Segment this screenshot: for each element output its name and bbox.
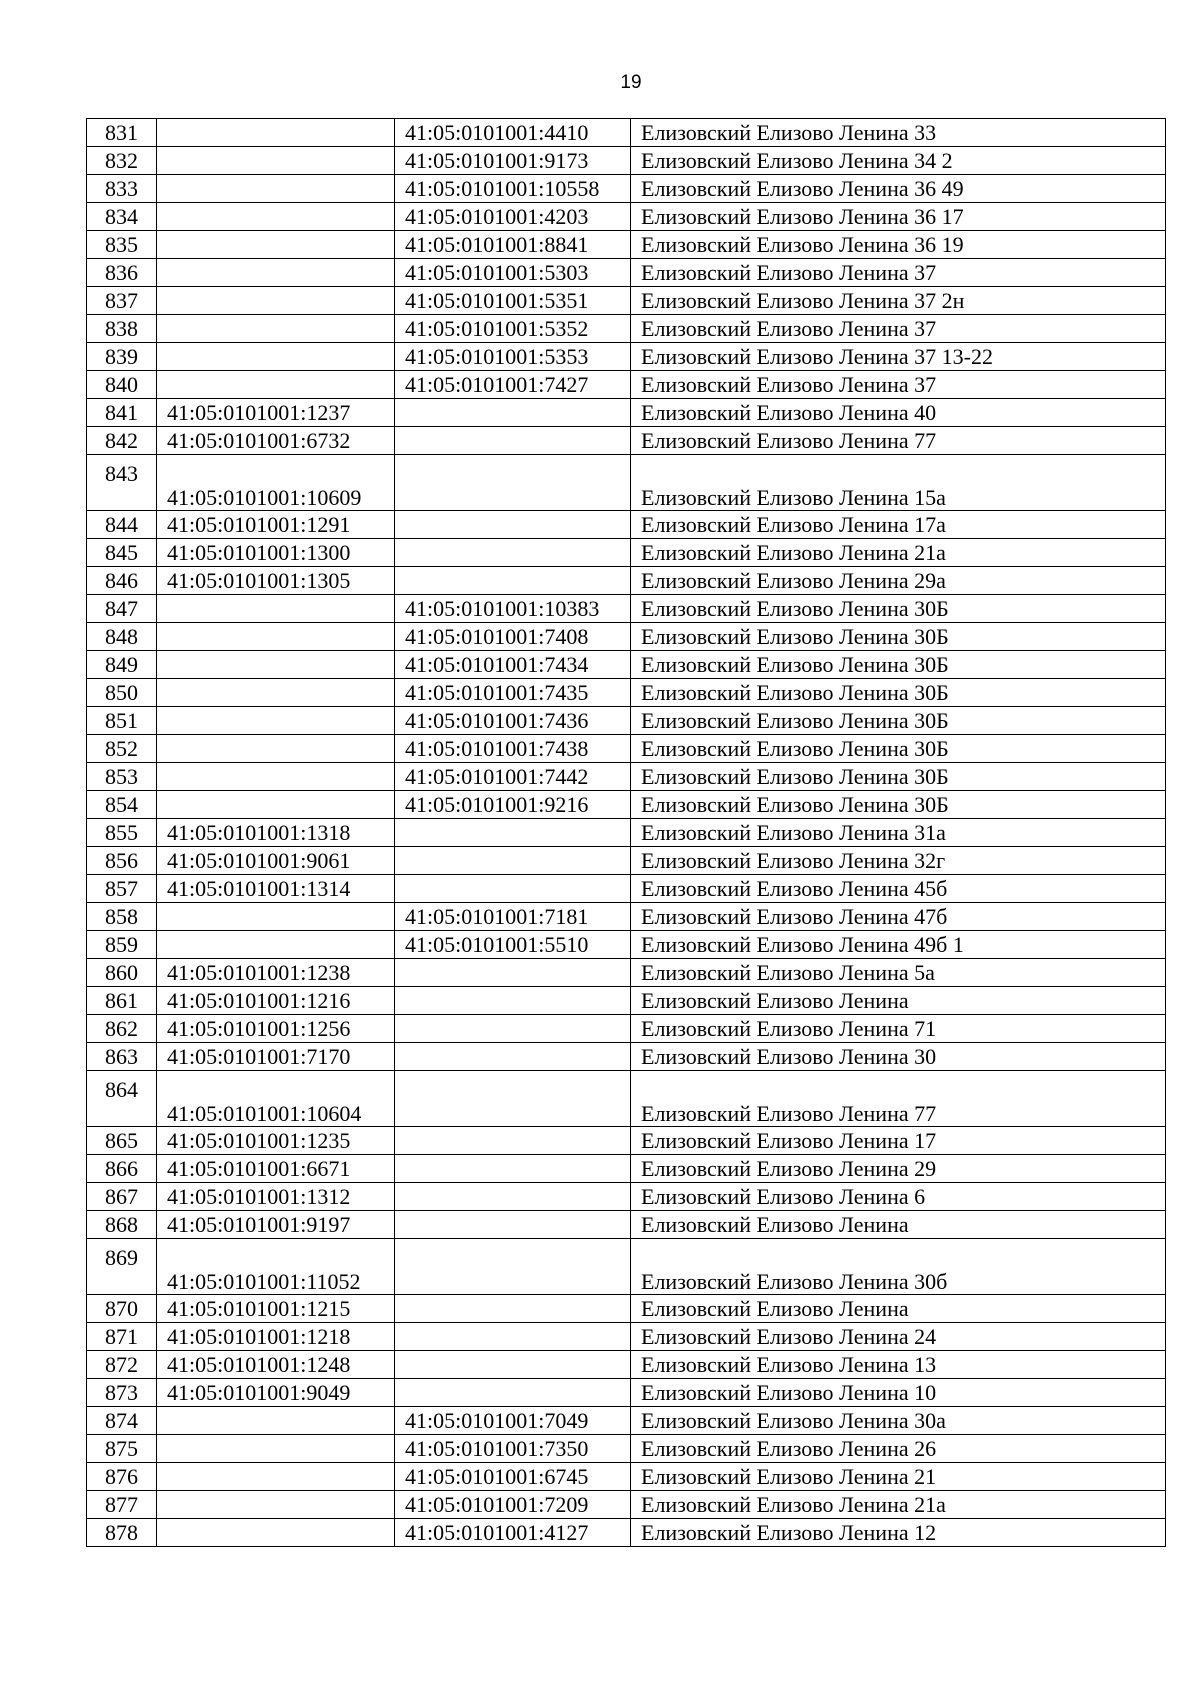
- land-cadastral-number-cell: [157, 679, 395, 707]
- building-cadastral-number-cell: [395, 1211, 631, 1239]
- table-row: [87, 931, 1166, 959]
- address-cell: Елизовский Елизово Ленина 37 2н: [631, 287, 1166, 315]
- row-number-cell: 869: [87, 1239, 157, 1295]
- table-row: [87, 959, 1166, 987]
- building-cadastral-number-cell: 41:05:0101001:4203: [395, 203, 631, 231]
- address-cell: Елизовский Елизово Ленина 30Б: [631, 735, 1166, 763]
- address-cell: Елизовский Елизово Ленина 30Б: [631, 791, 1166, 819]
- address-cell: Елизовский Елизово Ленина 30Б: [631, 763, 1166, 791]
- building-cadastral-number-cell: [395, 1127, 631, 1155]
- building-cadastral-number-cell: 41:05:0101001:5303: [395, 259, 631, 287]
- land-cadastral-number-cell: [157, 175, 395, 203]
- land-cadastral-number-cell: [157, 119, 395, 147]
- building-cadastral-number-cell: 41:05:0101001:7408: [395, 623, 631, 651]
- table-row: [87, 651, 1166, 679]
- land-cadastral-number-cell: 41:05:0101001:1312: [157, 1183, 395, 1211]
- row-number-cell: 836: [87, 259, 157, 287]
- address-cell: Елизовский Елизово Ленина 77: [631, 427, 1166, 455]
- building-cadastral-number-cell: 41:05:0101001:7181: [395, 903, 631, 931]
- table-row: [87, 539, 1166, 567]
- table-row: [87, 1323, 1166, 1351]
- building-cadastral-number-cell: [395, 1295, 631, 1323]
- address-cell: Елизовский Елизово Ленина 45б: [631, 875, 1166, 903]
- land-cadastral-number-cell: 41:05:0101001:1318: [157, 819, 395, 847]
- address-cell: Елизовский Елизово Ленина 30Б: [631, 595, 1166, 623]
- row-number-cell: 864: [87, 1071, 157, 1127]
- table-row: [87, 175, 1166, 203]
- row-number-cell: 853: [87, 763, 157, 791]
- row-number-cell: 833: [87, 175, 157, 203]
- row-number-cell: 863: [87, 1043, 157, 1071]
- row-number-cell: 861: [87, 987, 157, 1015]
- building-cadastral-number-cell: [395, 1239, 631, 1295]
- address-cell: Елизовский Елизово Ленина 33: [631, 119, 1166, 147]
- page-number: 19: [620, 72, 642, 93]
- table-row: [87, 903, 1166, 931]
- address-cell: Елизовский Елизово Ленина 31а: [631, 819, 1166, 847]
- building-cadastral-number-cell: [395, 1071, 631, 1127]
- table-row: [87, 1491, 1166, 1519]
- table-row: [87, 343, 1166, 371]
- row-number-cell: 874: [87, 1407, 157, 1435]
- row-number-cell: 849: [87, 651, 157, 679]
- table-row: [87, 1295, 1166, 1323]
- row-number-cell: 851: [87, 707, 157, 735]
- table-row: [87, 679, 1166, 707]
- address-cell: Елизовский Елизово Ленина 36 49: [631, 175, 1166, 203]
- table-row: [87, 399, 1166, 427]
- table-row: [87, 1183, 1166, 1211]
- address-cell: Елизовский Елизово Ленина 40: [631, 399, 1166, 427]
- address-cell: Елизовский Елизово Ленина 13: [631, 1351, 1166, 1379]
- address-cell: Елизовский Елизово Ленина 32г: [631, 847, 1166, 875]
- table-row: [87, 1015, 1166, 1043]
- land-cadastral-number-cell: [157, 287, 395, 315]
- address-cell: Елизовский Елизово Ленина 17: [631, 1127, 1166, 1155]
- land-cadastral-number-cell: [157, 651, 395, 679]
- building-cadastral-number-cell: [395, 819, 631, 847]
- row-number-cell: 852: [87, 735, 157, 763]
- table-row: [87, 1043, 1166, 1071]
- address-cell: Елизовский Елизово Ленина: [631, 987, 1166, 1015]
- table-row: [87, 1463, 1166, 1491]
- address-cell: Елизовский Елизово Ленина 17а: [631, 511, 1166, 539]
- address-cell: Елизовский Елизово Ленина 15а: [631, 455, 1166, 511]
- building-cadastral-number-cell: [395, 539, 631, 567]
- table-row: [87, 455, 1166, 511]
- address-cell: Елизовский Елизово Ленина 10: [631, 1379, 1166, 1407]
- building-cadastral-number-cell: [395, 1183, 631, 1211]
- building-cadastral-number-cell: [395, 511, 631, 539]
- address-cell: Елизовский Елизово Ленина 36 17: [631, 203, 1166, 231]
- row-number-cell: 872: [87, 1351, 157, 1379]
- row-number-cell: 840: [87, 371, 157, 399]
- table-row: [87, 1379, 1166, 1407]
- building-cadastral-number-cell: 41:05:0101001:9216: [395, 791, 631, 819]
- table-row: [87, 231, 1166, 259]
- land-cadastral-number-cell: [157, 903, 395, 931]
- land-cadastral-number-cell: [157, 707, 395, 735]
- building-cadastral-number-cell: [395, 847, 631, 875]
- building-cadastral-number-cell: [395, 1043, 631, 1071]
- row-number-cell: 859: [87, 931, 157, 959]
- land-cadastral-number-cell: [157, 735, 395, 763]
- address-cell: Елизовский Елизово Ленина 77: [631, 1071, 1166, 1127]
- row-number-cell: 867: [87, 1183, 157, 1211]
- address-cell: Елизовский Елизово Ленина 37: [631, 259, 1166, 287]
- address-cell: Елизовский Елизово Ленина 24: [631, 1323, 1166, 1351]
- building-cadastral-number-cell: 41:05:0101001:4127: [395, 1519, 631, 1547]
- row-number-cell: 854: [87, 791, 157, 819]
- row-number-cell: 847: [87, 595, 157, 623]
- building-cadastral-number-cell: 41:05:0101001:7442: [395, 763, 631, 791]
- row-number-cell: 877: [87, 1491, 157, 1519]
- land-cadastral-number-cell: 41:05:0101001:1215: [157, 1295, 395, 1323]
- table-row: [87, 1211, 1166, 1239]
- table-row: [87, 203, 1166, 231]
- address-cell: Елизовский Елизово Ленина 5а: [631, 959, 1166, 987]
- table-row: [87, 763, 1166, 791]
- land-cadastral-number-cell: 41:05:0101001:1300: [157, 539, 395, 567]
- land-cadastral-number-cell: [157, 791, 395, 819]
- table-row: [87, 287, 1166, 315]
- building-cadastral-number-cell: 41:05:0101001:7049: [395, 1407, 631, 1435]
- row-number-cell: 876: [87, 1463, 157, 1491]
- building-cadastral-number-cell: [395, 567, 631, 595]
- building-cadastral-number-cell: 41:05:0101001:5352: [395, 315, 631, 343]
- address-cell: Елизовский Елизово Ленина 47б: [631, 903, 1166, 931]
- building-cadastral-number-cell: 41:05:0101001:7438: [395, 735, 631, 763]
- address-cell: Елизовский Елизово Ленина 71: [631, 1015, 1166, 1043]
- address-cell: Елизовский Елизово Ленина 29: [631, 1155, 1166, 1183]
- table-row: [87, 259, 1166, 287]
- building-cadastral-number-cell: 41:05:0101001:5353: [395, 343, 631, 371]
- row-number-cell: 841: [87, 399, 157, 427]
- land-cadastral-number-cell: [157, 343, 395, 371]
- building-cadastral-number-cell: [395, 1351, 631, 1379]
- land-cadastral-number-cell: [157, 1463, 395, 1491]
- table-row: [87, 371, 1166, 399]
- address-cell: Елизовский Елизово Ленина 6: [631, 1183, 1166, 1211]
- land-cadastral-number-cell: 41:05:0101001:7170: [157, 1043, 395, 1071]
- row-number-cell: 842: [87, 427, 157, 455]
- address-cell: Елизовский Елизово Ленина 30: [631, 1043, 1166, 1071]
- table-row: [87, 987, 1166, 1015]
- row-number-cell: 839: [87, 343, 157, 371]
- address-cell: Елизовский Елизово Ленина 37: [631, 371, 1166, 399]
- land-cadastral-number-cell: [157, 259, 395, 287]
- land-cadastral-number-cell: 41:05:0101001:10609: [157, 455, 395, 511]
- building-cadastral-number-cell: 41:05:0101001:7350: [395, 1435, 631, 1463]
- address-cell: Елизовский Елизово Ленина 29а: [631, 567, 1166, 595]
- row-number-cell: 845: [87, 539, 157, 567]
- building-cadastral-number-cell: [395, 1379, 631, 1407]
- building-cadastral-number-cell: 41:05:0101001:7209: [395, 1491, 631, 1519]
- land-cadastral-number-cell: 41:05:0101001:10604: [157, 1071, 395, 1127]
- table-row: [87, 1435, 1166, 1463]
- land-cadastral-number-cell: [157, 595, 395, 623]
- building-cadastral-number-cell: 41:05:0101001:6745: [395, 1463, 631, 1491]
- building-cadastral-number-cell: 41:05:0101001:10558: [395, 175, 631, 203]
- land-cadastral-number-cell: 41:05:0101001:1291: [157, 511, 395, 539]
- land-cadastral-number-cell: [157, 315, 395, 343]
- land-cadastral-number-cell: 41:05:0101001:1314: [157, 875, 395, 903]
- land-cadastral-number-cell: 41:05:0101001:1256: [157, 1015, 395, 1043]
- address-cell: Елизовский Елизово Ленина: [631, 1211, 1166, 1239]
- table-row: [87, 1519, 1166, 1547]
- row-number-cell: 868: [87, 1211, 157, 1239]
- building-cadastral-number-cell: 41:05:0101001:5510: [395, 931, 631, 959]
- table-row: [87, 1407, 1166, 1435]
- row-number-cell: 844: [87, 511, 157, 539]
- row-number-cell: 858: [87, 903, 157, 931]
- building-cadastral-number-cell: 41:05:0101001:7436: [395, 707, 631, 735]
- address-cell: Елизовский Елизово Ленина 21а: [631, 539, 1166, 567]
- row-number-cell: 866: [87, 1155, 157, 1183]
- table-row: [87, 875, 1166, 903]
- address-cell: Елизовский Елизово Ленина 21: [631, 1463, 1166, 1491]
- address-cell: Елизовский Елизово Ленина 30Б: [631, 651, 1166, 679]
- table-row: [87, 1155, 1166, 1183]
- land-cadastral-number-cell: [157, 1519, 395, 1547]
- building-cadastral-number-cell: 41:05:0101001:7427: [395, 371, 631, 399]
- row-number-cell: 848: [87, 623, 157, 651]
- row-number-cell: 838: [87, 315, 157, 343]
- land-cadastral-number-cell: [157, 203, 395, 231]
- land-cadastral-number-cell: [157, 763, 395, 791]
- land-cadastral-number-cell: 41:05:0101001:6732: [157, 427, 395, 455]
- row-number-cell: 855: [87, 819, 157, 847]
- table-row: [87, 819, 1166, 847]
- land-cadastral-number-cell: 41:05:0101001:1235: [157, 1127, 395, 1155]
- address-cell: Елизовский Елизово Ленина 37: [631, 315, 1166, 343]
- row-number-cell: 846: [87, 567, 157, 595]
- cadastral-registry-table: [86, 118, 1166, 1547]
- land-cadastral-number-cell: 41:05:0101001:6671: [157, 1155, 395, 1183]
- building-cadastral-number-cell: [395, 399, 631, 427]
- land-cadastral-number-cell: 41:05:0101001:1248: [157, 1351, 395, 1379]
- row-number-cell: 835: [87, 231, 157, 259]
- address-cell: Елизовский Елизово Ленина 30а: [631, 1407, 1166, 1435]
- land-cadastral-number-cell: [157, 371, 395, 399]
- land-cadastral-number-cell: 41:05:0101001:1238: [157, 959, 395, 987]
- building-cadastral-number-cell: 41:05:0101001:7435: [395, 679, 631, 707]
- table-body: [87, 119, 1166, 1547]
- table-row: [87, 511, 1166, 539]
- table-row: [87, 147, 1166, 175]
- land-cadastral-number-cell: [157, 931, 395, 959]
- land-cadastral-number-cell: [157, 1435, 395, 1463]
- table-row: [87, 1071, 1166, 1127]
- address-cell: Елизовский Елизово Ленина 37 13-22: [631, 343, 1166, 371]
- row-number-cell: 875: [87, 1435, 157, 1463]
- building-cadastral-number-cell: [395, 455, 631, 511]
- building-cadastral-number-cell: 41:05:0101001:4410: [395, 119, 631, 147]
- row-number-cell: 873: [87, 1379, 157, 1407]
- address-cell: Елизовский Елизово Ленина: [631, 1295, 1166, 1323]
- land-cadastral-number-cell: [157, 623, 395, 651]
- building-cadastral-number-cell: [395, 1015, 631, 1043]
- land-cadastral-number-cell: 41:05:0101001:1218: [157, 1323, 395, 1351]
- row-number-cell: 878: [87, 1519, 157, 1547]
- building-cadastral-number-cell: [395, 875, 631, 903]
- building-cadastral-number-cell: [395, 427, 631, 455]
- row-number-cell: 871: [87, 1323, 157, 1351]
- building-cadastral-number-cell: 41:05:0101001:5351: [395, 287, 631, 315]
- address-cell: Елизовский Елизово Ленина 30б: [631, 1239, 1166, 1295]
- land-cadastral-number-cell: [157, 1407, 395, 1435]
- table-row: [87, 595, 1166, 623]
- building-cadastral-number-cell: 41:05:0101001:7434: [395, 651, 631, 679]
- table-row: [87, 623, 1166, 651]
- land-cadastral-number-cell: 41:05:0101001:9197: [157, 1211, 395, 1239]
- address-cell: Елизовский Елизово Ленина 30Б: [631, 679, 1166, 707]
- row-number-cell: 860: [87, 959, 157, 987]
- land-cadastral-number-cell: [157, 147, 395, 175]
- building-cadastral-number-cell: 41:05:0101001:9173: [395, 147, 631, 175]
- row-number-cell: 843: [87, 455, 157, 511]
- row-number-cell: 837: [87, 287, 157, 315]
- table-row: [87, 1239, 1166, 1295]
- row-number-cell: 831: [87, 119, 157, 147]
- table-row: [87, 315, 1166, 343]
- address-cell: Елизовский Елизово Ленина 36 19: [631, 231, 1166, 259]
- table-row: [87, 735, 1166, 763]
- table-row: [87, 707, 1166, 735]
- land-cadastral-number-cell: 41:05:0101001:1305: [157, 567, 395, 595]
- land-cadastral-number-cell: 41:05:0101001:9049: [157, 1379, 395, 1407]
- building-cadastral-number-cell: 41:05:0101001:10383: [395, 595, 631, 623]
- address-cell: Елизовский Елизово Ленина 34 2: [631, 147, 1166, 175]
- row-number-cell: 834: [87, 203, 157, 231]
- table-row: [87, 791, 1166, 819]
- row-number-cell: 862: [87, 1015, 157, 1043]
- row-number-cell: 832: [87, 147, 157, 175]
- building-cadastral-number-cell: [395, 959, 631, 987]
- address-cell: Елизовский Елизово Ленина 12: [631, 1519, 1166, 1547]
- table-row: [87, 119, 1166, 147]
- land-cadastral-number-cell: 41:05:0101001:11052: [157, 1239, 395, 1295]
- table-row: [87, 1351, 1166, 1379]
- row-number-cell: 856: [87, 847, 157, 875]
- building-cadastral-number-cell: [395, 987, 631, 1015]
- table-row: [87, 1127, 1166, 1155]
- table-row: [87, 567, 1166, 595]
- row-number-cell: 865: [87, 1127, 157, 1155]
- row-number-cell: 850: [87, 679, 157, 707]
- address-cell: Елизовский Елизово Ленина 26: [631, 1435, 1166, 1463]
- row-number-cell: 857: [87, 875, 157, 903]
- land-cadastral-number-cell: 41:05:0101001:1216: [157, 987, 395, 1015]
- building-cadastral-number-cell: 41:05:0101001:8841: [395, 231, 631, 259]
- table-row: [87, 847, 1166, 875]
- address-cell: Елизовский Елизово Ленина 49б 1: [631, 931, 1166, 959]
- address-cell: Елизовский Елизово Ленина 30Б: [631, 707, 1166, 735]
- address-cell: Елизовский Елизово Ленина 30Б: [631, 623, 1166, 651]
- land-cadastral-number-cell: [157, 231, 395, 259]
- table-row: [87, 427, 1166, 455]
- building-cadastral-number-cell: [395, 1323, 631, 1351]
- land-cadastral-number-cell: 41:05:0101001:9061: [157, 847, 395, 875]
- address-cell: Елизовский Елизово Ленина 21а: [631, 1491, 1166, 1519]
- land-cadastral-number-cell: [157, 1491, 395, 1519]
- row-number-cell: 870: [87, 1295, 157, 1323]
- building-cadastral-number-cell: [395, 1155, 631, 1183]
- land-cadastral-number-cell: 41:05:0101001:1237: [157, 399, 395, 427]
